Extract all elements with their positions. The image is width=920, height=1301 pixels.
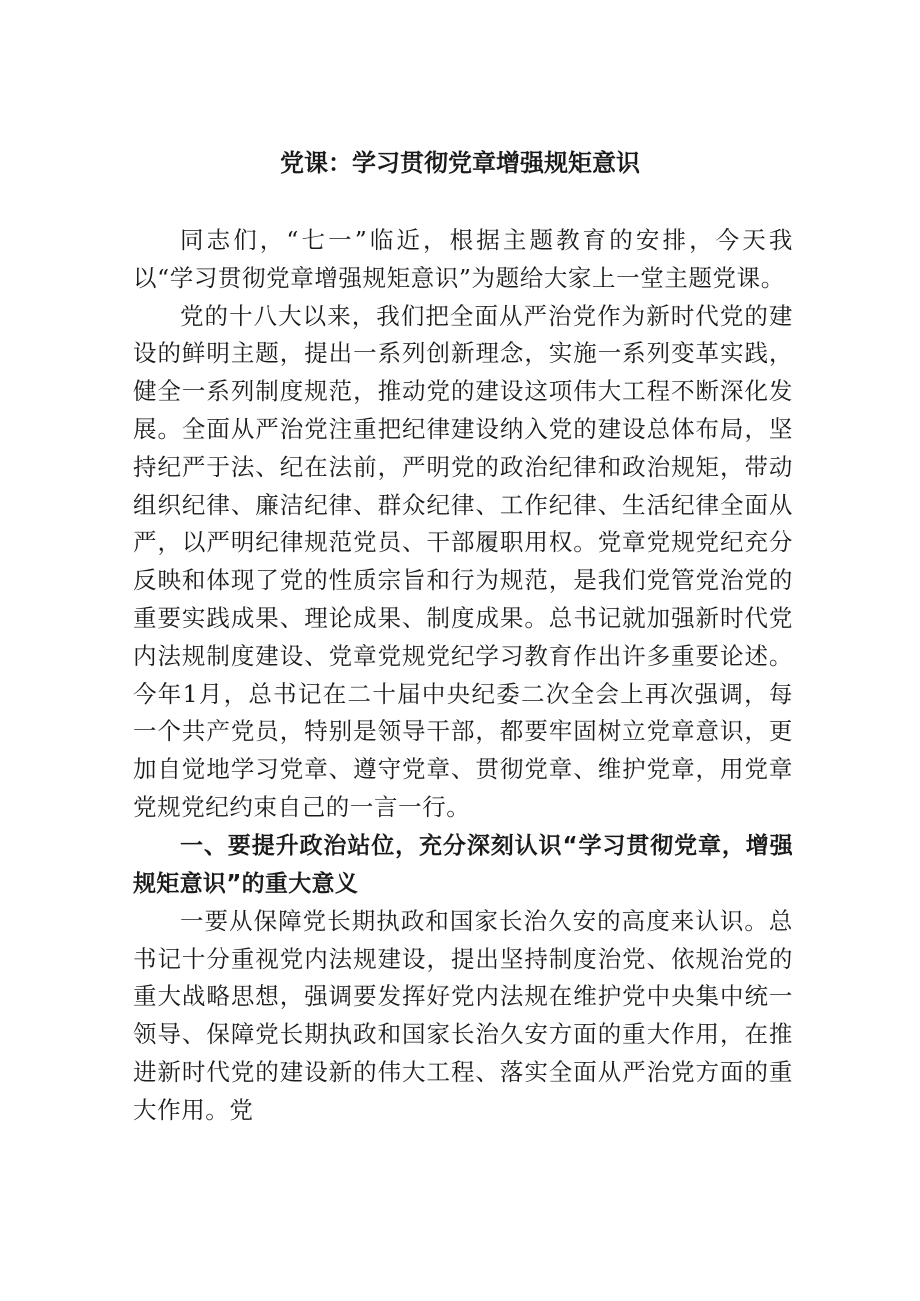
page-title: 党课：学习贯彻党章增强规矩意识 bbox=[280, 149, 640, 177]
paragraph-section-one: 一要从保障党长期执政和国家长治久安的高度来认识。总书记十分重视党内法规建设，提出坚持制度治党、依规治党的重大战略思想，强调要发挥好党内法规在维护党中央集中统一领导、保障党长期执政和国家长治久安方面的重大作用，在推进新时代党的建设新的伟大工程、落实全面从严治党方面的重大作用。党 bbox=[133, 906, 793, 1124]
paragraph-background: 党的十八大以来，我们把全面从严治党作为新时代党的建设的鲜明主题，提出一系列创新理念，实施一系列变革实践，健全一系列制度规范，推动党的建设这项伟大工程不断深化发展。全面从严治党注重把纪律建设纳入党的建设总体布局，坚持纪严于法、纪在法前，严明党的政治纪律和政治规矩，带动组织纪律、廉洁纪律、群众纪律、工作纪律、生活纪律全面从严，以严明纪律规范党员、干部履职用权。党章党规党纪充分反映和体现了党的性质宗旨和行为规范，是我们党管党治党的重要实践成果、理论成果、制度成果。总书记就加强新时代党内法规制度建设、党章党规党纪学习教育作出许多重要论述。今年1月，总书记在二十届中央纪委二次全会上再次强调，每一个共产党员，特别是领导干部，都要牢固树立党章意识，更加自觉地学习党章、遵守党章、贯彻党章、维护党章，用党章党规党纪约束自己的一言一行。 bbox=[133, 301, 793, 821]
document-body bbox=[133, 222, 793, 1130]
section-heading: 一、要提升政治站位，充分深刻认识“学习贯彻党章，增强规矩意识”的重大意义 bbox=[133, 832, 793, 897]
paragraph-intro: 同志们，“七一”临近，根据主题教育的安排，今天我以“学习贯彻党章增强规矩意识”为题给大家上一堂主题党课。 bbox=[133, 226, 793, 292]
